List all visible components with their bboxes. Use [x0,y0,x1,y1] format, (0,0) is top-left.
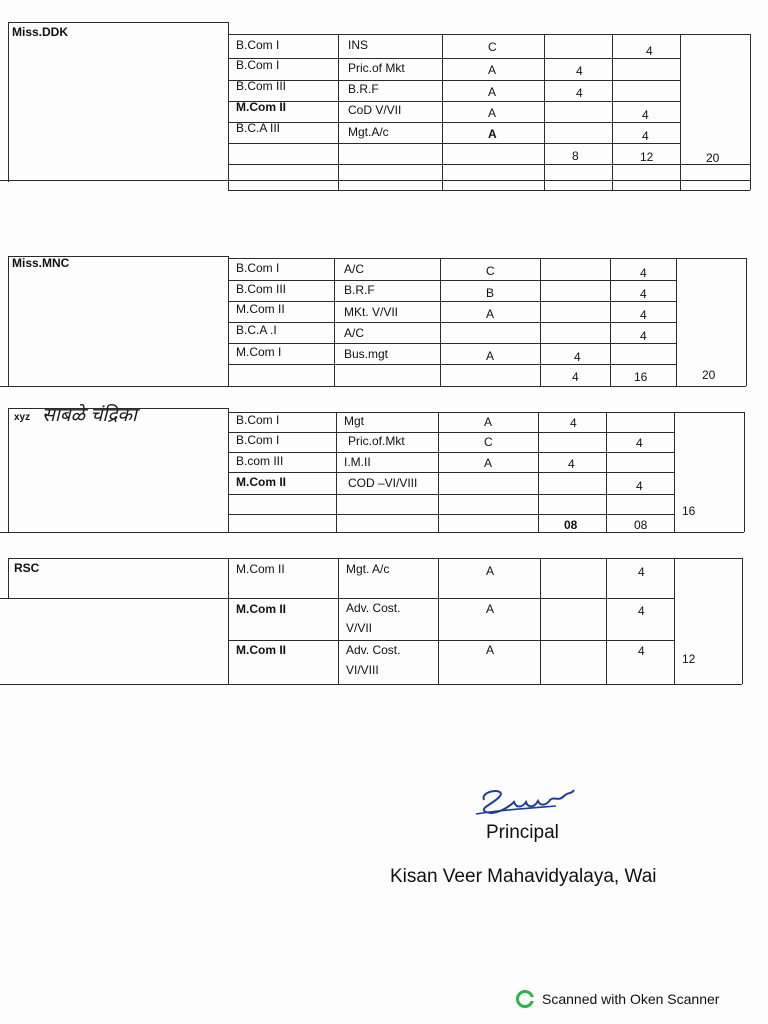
table-cell-class: M.Com II [236,302,285,316]
table-cell-subject: B.R.F [344,283,375,297]
table-cell-class: B.Com I [236,58,280,72]
table-cell-class: B.Com I [236,433,280,447]
table-cell-class: B.Com I [236,413,280,427]
oken-scanner-logo-icon [516,990,534,1008]
table-cell-subject: COD –VI/VIII [348,476,418,490]
table-cell-hours-b: 4 [642,108,649,122]
table-cell-subject: Pric.of.Mkt [348,434,405,448]
table-cell-subject: B.R.F [348,82,379,96]
grand-total: 16 [682,504,696,518]
table-cell-subject: MKt. V/VII [344,305,399,319]
scanner-watermark-text: Scanned with Oken Scanner [542,991,720,1007]
table-cell-hours-a: 4 [576,86,583,100]
table-cell-division: C [486,264,495,278]
table-cell-class: B.com III [236,454,284,468]
table-cell-division: A [488,85,497,99]
total-hours-b: 08 [634,518,648,532]
table-cell-class: M.Com II [236,562,285,576]
institution-name: Kisan Veer Mahavidyalaya, Wai [390,866,657,887]
table-cell-class: B.Com III [236,282,287,296]
table-cell-hours-b: 4 [640,266,647,280]
table-cell-hours-a: 4 [574,350,581,364]
table-cell-division: A [486,349,495,363]
signature-icon [470,782,580,822]
table-cell-division: A [488,127,497,141]
table-cell-subject: Adv. Cost. V/VII [346,601,401,635]
table-cell-division: A [486,602,495,616]
table-cell-hours-b: 4 [642,129,649,143]
table-cell-class: M.Com II [236,643,286,657]
table-cell-division: C [488,40,497,54]
table-cell-division: C [484,435,493,449]
table-cell-subject: Bus.mgt [344,347,389,361]
total-hours-b: 12 [640,150,654,164]
table-cell-division: A [486,564,495,578]
table-cell-division: A [488,106,497,120]
table-cell-hours-b: 4 [638,644,645,658]
table-cell-class: B.C.A III [236,121,281,135]
total-hours-a: 4 [572,370,579,384]
table-cell-subject: CoD V/VII [348,103,402,117]
table-cell-class: M.Com II [236,100,286,114]
table-cell-subject: Adv. Cost. VI/VIII [346,643,401,677]
table-cell-division: A [484,415,493,429]
teacher-name: RSC [14,561,40,575]
table-cell-subject: Pric.of Mkt [348,61,405,75]
table-cell-subject: Mgt [344,414,365,428]
table-cell-hours-b: 4 [636,436,643,450]
table-cell-division: B [486,286,495,300]
table-cell-subject: Mgt.A/c [348,125,389,139]
table-cell-hours-a: 4 [576,64,583,78]
table-cell-hours-b: 4 [640,287,647,301]
table-cell-hours-a: 4 [568,457,575,471]
table-cell-class: M.Com II [236,602,286,616]
scanner-watermark [516,990,719,1008]
table-cell-hours-b: 4 [640,329,647,343]
table-cell-hours-b: 4 [638,565,645,579]
table-cell-subject: I.M.II [344,455,371,469]
total-hours-a: 08 [564,518,578,532]
table-cell-division: A [484,456,493,470]
grand-total: 20 [702,368,716,382]
table-cell-class: M.Com I [236,345,282,359]
teacher-handwritten-name: साबळे चंद्रिका [42,405,137,426]
total-hours-a: 8 [572,149,579,163]
table-cell-hours-a: 4 [570,416,577,430]
table-cell-class: B.C.A .I [236,323,277,337]
table-cell-class: M.Com II [236,475,286,489]
table-cell-subject: A/C [344,262,365,276]
teacher-name: Miss.MNC [12,256,70,270]
table-cell-class: B.Com III [236,79,287,93]
table-cell-subject: Mgt. A/c [346,562,390,576]
table-cell-division: A [486,643,495,657]
table-cell-hours-b: 4 [646,44,653,58]
table-cell-hours-b: 4 [638,604,645,618]
table-cell-class: B.Com I [236,38,280,52]
table-cell-subject: A/C [344,326,365,340]
grand-total: 12 [682,652,696,666]
grand-total: 20 [706,151,720,165]
table-cell-subject: INS [348,38,369,52]
table-cell-division: A [488,63,497,77]
table-cell-hours-b: 4 [636,479,643,493]
principal-label: Principal [486,822,559,843]
teacher-name: xyz [14,412,31,423]
table-cell-division: A [486,307,495,321]
teacher-name: Miss.DDK [12,25,69,39]
table-cell-class: B.Com I [236,261,280,275]
table-cell-hours-b: 4 [640,308,647,322]
total-hours-b: 16 [634,370,648,384]
